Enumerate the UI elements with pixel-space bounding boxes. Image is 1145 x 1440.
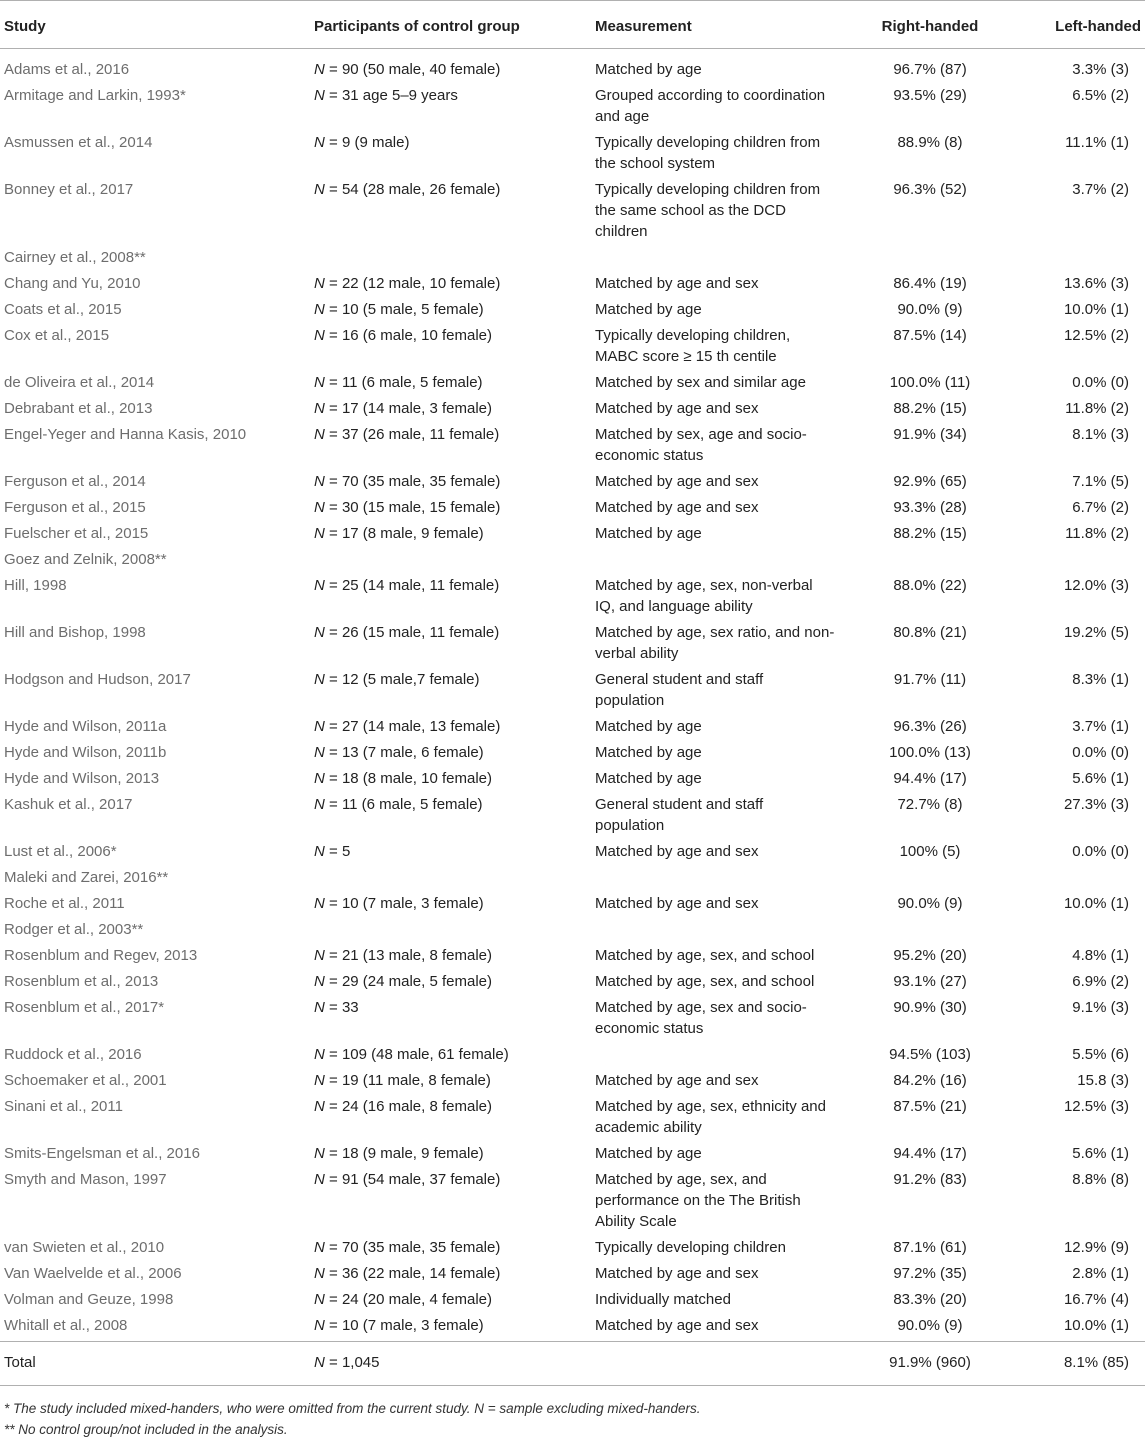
study-cell: Chang and Yu, 2010 xyxy=(4,275,141,292)
study-cell: Coats et al., 2015 xyxy=(4,301,122,318)
footnotes xyxy=(4,1398,700,1440)
participants-cell: N = 11 (6 male, 5 female) xyxy=(314,374,483,391)
right-handed-cell: 90.9% (30) xyxy=(893,999,967,1016)
left-handed-cell: 0.0% (0) xyxy=(1072,744,1129,761)
right-handed-cell xyxy=(835,247,1025,273)
measurement-cell: Matched by age and sex xyxy=(595,895,759,912)
left-handed-cell: 11.1% (1) xyxy=(1065,134,1129,151)
right-handed-cell: 91.2% (83) xyxy=(893,1171,967,1188)
study-cell: Ruddock et al., 2016 xyxy=(4,1046,142,1063)
right-handed-cell xyxy=(835,867,1025,893)
participants-cell: N = 22 (12 male, 10 female) xyxy=(314,275,501,292)
participants-cell: N = 36 (22 male, 14 female) xyxy=(314,1265,501,1282)
participants-cell: N = 54 (28 male, 26 female) xyxy=(314,181,501,198)
study-cell: Adams et al., 2016 xyxy=(4,61,130,78)
table-row xyxy=(0,669,1145,716)
left-handed-cell: 12.9% (9) xyxy=(1063,1239,1129,1256)
table-row xyxy=(0,49,1145,86)
measurement-cell: Matched by age and sex xyxy=(595,473,759,490)
participants-cell xyxy=(314,247,595,273)
participants-cell: N = 11 (6 male, 5 female) xyxy=(314,796,483,813)
right-handed-cell: 84.2% (16) xyxy=(893,1072,967,1089)
total-participants: N = 1,045 xyxy=(314,1342,595,1386)
right-handed-cell: 72.7% (8) xyxy=(897,796,963,813)
header-right-handed: Right-handed xyxy=(835,1,1025,49)
study-cell: Hyde and Wilson, 2011b xyxy=(4,744,167,761)
right-handed-cell xyxy=(835,919,1025,945)
header-participants: Participants of control group xyxy=(314,1,595,49)
right-handed-cell: 96.3% (52) xyxy=(893,181,967,198)
right-handed-cell: 97.2% (35) xyxy=(893,1265,967,1282)
right-handed-cell: 88.9% (8) xyxy=(897,134,963,151)
left-handed-cell: 12.0% (3) xyxy=(1063,577,1129,594)
table-row xyxy=(0,1070,1145,1096)
left-handed-cell: 3.3% (3) xyxy=(1072,61,1129,78)
right-handed-cell: 100.0% (11) xyxy=(889,374,971,391)
study-cell: Van Waelvelde et al., 2006 xyxy=(4,1265,182,1282)
right-handed-cell: 80.8% (21) xyxy=(893,624,967,641)
measurement-cell: Matched by age and sex xyxy=(595,843,759,860)
table-row xyxy=(0,1315,1145,1342)
header-left-handed: Left-handed xyxy=(1025,1,1145,49)
participants-cell: N = 18 (8 male, 10 female) xyxy=(314,770,493,787)
study-cell: Kashuk et al., 2017 xyxy=(4,796,133,813)
right-handed-cell: 87.5% (14) xyxy=(893,327,967,344)
measurement-cell xyxy=(595,1044,835,1070)
participants-cell: N = 21 (13 male, 8 female) xyxy=(314,947,493,964)
study-cell: Rosenblum et al., 2013 xyxy=(4,973,159,990)
measurement-cell: Matched by age, sex, and school xyxy=(595,947,815,964)
measurement-cell: General student and staff population xyxy=(595,671,764,709)
footnote-mixed-handers: * The study included mixed-handers, who were omitted from the current study. N = sample excluding mixed-handers. xyxy=(4,1401,701,1416)
left-handed-cell: 0.0% (0) xyxy=(1072,374,1129,391)
participants-cell: N = 30 (15 male, 15 female) xyxy=(314,499,501,516)
left-handed-cell: 5.6% (1) xyxy=(1072,1145,1129,1162)
right-handed-cell: 100% (5) xyxy=(899,843,961,860)
left-handed-cell: 5.5% (6) xyxy=(1072,1046,1129,1063)
left-handed-cell: 12.5% (2) xyxy=(1063,327,1129,344)
left-handed-cell: 12.5% (3) xyxy=(1063,1098,1129,1115)
participants-cell xyxy=(314,867,595,893)
left-handed-cell: 6.7% (2) xyxy=(1072,499,1129,516)
left-handed-cell: 7.1% (5) xyxy=(1072,473,1129,490)
table-row xyxy=(0,794,1145,841)
study-cell: Hyde and Wilson, 2011a xyxy=(4,718,167,735)
right-handed-cell: 92.9% (65) xyxy=(893,473,967,490)
total-label: Total xyxy=(0,1342,314,1386)
measurement-cell xyxy=(595,549,835,575)
study-cell: Lust et al., 2006* xyxy=(4,843,117,860)
left-handed-cell: 4.8% (1) xyxy=(1072,947,1129,964)
right-handed-cell: 95.2% (20) xyxy=(893,947,967,964)
participants-cell: N = 109 (48 male, 61 female) xyxy=(314,1046,509,1063)
participants-cell: N = 37 (26 male, 11 female) xyxy=(314,426,500,443)
measurement-cell: Typically developing children from the school system xyxy=(595,134,821,172)
measurement-cell: Grouped according to coordination and age xyxy=(595,87,826,125)
participants-cell: N = 90 (50 male, 40 female) xyxy=(314,61,501,78)
left-handed-cell xyxy=(1025,549,1145,575)
measurement-cell: Matched by age and sex xyxy=(595,275,759,292)
right-handed-cell: 100.0% (13) xyxy=(889,744,971,761)
table-row xyxy=(0,622,1145,669)
left-handed-cell: 9.1% (3) xyxy=(1072,999,1129,1016)
participants-cell: N = 18 (9 male, 9 female) xyxy=(314,1145,484,1162)
measurement-cell: Typically developing children from the same school as the DCD children xyxy=(595,181,821,240)
right-handed-cell: 90.0% (9) xyxy=(897,1317,963,1334)
table-row xyxy=(0,247,1145,273)
total-row xyxy=(0,1342,1145,1386)
left-handed-cell: 10.0% (1) xyxy=(1063,301,1129,318)
left-handed-cell: 8.8% (8) xyxy=(1072,1171,1129,1188)
participants-cell: N = 70 (35 male, 35 female) xyxy=(314,473,501,490)
study-cell: Smits-Engelsman et al., 2016 xyxy=(4,1145,200,1162)
left-handed-cell: 11.8% (2) xyxy=(1065,525,1129,542)
table-row xyxy=(0,85,1145,132)
right-handed-cell: 86.4% (19) xyxy=(893,275,967,292)
right-handed-cell: 88.2% (15) xyxy=(893,525,967,542)
right-handed-cell: 91.7% (11) xyxy=(893,671,967,688)
participants-cell: N = 91 (54 male, 37 female) xyxy=(314,1171,501,1188)
measurement-cell: Matched by age, sex, and school xyxy=(595,973,815,990)
table-row xyxy=(0,179,1145,247)
footnote-no-control-group: ** No control group/not included in the analysis. xyxy=(4,1422,288,1437)
participants-cell: N = 33 xyxy=(314,999,359,1016)
participants-cell xyxy=(314,549,595,575)
participants-cell: N = 5 xyxy=(314,843,351,860)
table-row xyxy=(0,497,1145,523)
participants-cell: N = 70 (35 male, 35 female) xyxy=(314,1239,501,1256)
study-cell: Hyde and Wilson, 2013 xyxy=(4,770,160,787)
measurement-cell: Typically developing children xyxy=(595,1239,786,1256)
right-handed-cell: 94.5% (103) xyxy=(889,1046,971,1063)
right-handed-cell: 93.1% (27) xyxy=(893,973,967,990)
right-handed-cell: 87.1% (61) xyxy=(893,1239,967,1256)
table-row xyxy=(0,716,1145,742)
table-row xyxy=(0,867,1145,893)
study-cell: Whitall et al., 2008 xyxy=(4,1317,128,1334)
right-handed-cell xyxy=(835,549,1025,575)
table-row xyxy=(0,945,1145,971)
header-study: Study xyxy=(0,1,314,49)
total-left-handed: 8.1% (85) xyxy=(1025,1342,1145,1386)
measurement-cell: Matched by age xyxy=(595,718,702,735)
measurement-cell xyxy=(595,867,835,893)
participants-cell: N = 10 (7 male, 3 female) xyxy=(314,1317,484,1334)
study-cell: Maleki and Zarei, 2016** xyxy=(4,869,169,886)
left-handed-cell: 13.6% (3) xyxy=(1063,275,1129,292)
left-handed-cell: 3.7% (2) xyxy=(1072,181,1129,198)
measurement-cell: Typically developing children, MABC score ≥ 15 th centile xyxy=(595,327,791,365)
participants-cell: N = 16 (6 male, 10 female) xyxy=(314,327,493,344)
right-handed-cell: 90.0% (9) xyxy=(897,895,963,912)
left-handed-cell: 5.6% (1) xyxy=(1072,770,1129,787)
measurement-cell: Matched by age and sex xyxy=(595,400,759,417)
table-row xyxy=(0,549,1145,575)
measurement-cell: Matched by age xyxy=(595,770,702,787)
measurement-cell: Matched by age xyxy=(595,744,702,761)
measurement-cell: Matched by age xyxy=(595,61,702,78)
left-handed-cell: 16.7% (4) xyxy=(1063,1291,1129,1308)
study-cell: Rodger et al., 2003** xyxy=(4,921,144,938)
participants-cell: N = 10 (5 male, 5 female) xyxy=(314,301,484,318)
measurement-cell: General student and staff population xyxy=(595,796,764,834)
table-row xyxy=(0,523,1145,549)
study-cell: Cox et al., 2015 xyxy=(4,327,110,344)
table-row xyxy=(0,919,1145,945)
measurement-cell: Individually matched xyxy=(595,1291,731,1308)
left-handed-cell: 2.8% (1) xyxy=(1072,1265,1129,1282)
measurement-cell: Matched by age and sex xyxy=(595,1072,759,1089)
right-handed-cell: 87.5% (21) xyxy=(893,1098,967,1115)
table-row xyxy=(0,299,1145,325)
table-row xyxy=(0,372,1145,398)
study-cell: van Swieten et al., 2010 xyxy=(4,1239,165,1256)
study-cell: Ferguson et al., 2015 xyxy=(4,499,146,516)
left-handed-cell: 0.0% (0) xyxy=(1072,843,1129,860)
measurement-cell: Matched by sex and similar age xyxy=(595,374,806,391)
right-handed-cell: 93.5% (29) xyxy=(893,87,967,104)
table-row xyxy=(0,575,1145,622)
participants-cell: N = 24 (20 male, 4 female) xyxy=(314,1291,493,1308)
table-row xyxy=(0,1044,1145,1070)
measurement-cell: Matched by age, sex, ethnicity and academic ability xyxy=(595,1098,826,1136)
study-cell: Armitage and Larkin, 1993* xyxy=(4,87,186,104)
table-row xyxy=(0,841,1145,867)
measurement-cell: Matched by age and sex xyxy=(595,1317,759,1334)
study-cell: Roche et al., 2011 xyxy=(4,895,125,912)
measurement-cell: Matched by sex, age and socio-economic status xyxy=(595,426,807,464)
total-measurement xyxy=(595,1342,835,1386)
study-cell: Fuelscher et al., 2015 xyxy=(4,525,149,542)
table-row xyxy=(0,768,1145,794)
participants-cell: N = 25 (14 male, 11 female) xyxy=(314,577,500,594)
participants-cell: N = 13 (7 male, 6 female) xyxy=(314,744,484,761)
measurement-cell: Matched by age xyxy=(595,525,702,542)
header-measurement: Measurement xyxy=(595,1,835,49)
participants-cell: N = 10 (7 male, 3 female) xyxy=(314,895,484,912)
study-cell: Rosenblum et al., 2017* xyxy=(4,999,165,1016)
table-body xyxy=(0,49,1145,1342)
study-cell: Volman and Geuze, 1998 xyxy=(4,1291,174,1308)
left-handed-cell: 15.8 (3) xyxy=(1077,1072,1129,1089)
participants-cell: N = 26 (15 male, 11 female) xyxy=(314,624,500,641)
right-handed-cell: 94.4% (17) xyxy=(893,770,967,787)
measurement-cell: Matched by age and sex xyxy=(595,1265,759,1282)
study-cell: Engel-Yeger and Hanna Kasis, 2010 xyxy=(4,426,247,443)
study-cell: Ferguson et al., 2014 xyxy=(4,473,146,490)
total-right-handed: 91.9% (960) xyxy=(835,1342,1025,1386)
right-handed-cell: 93.3% (28) xyxy=(893,499,967,516)
table-row xyxy=(0,1263,1145,1289)
left-handed-cell: 11.8% (2) xyxy=(1065,400,1129,417)
study-cell: Cairney et al., 2008** xyxy=(4,249,146,266)
study-cell: Sinani et al., 2011 xyxy=(4,1098,123,1115)
study-cell: Bonney et al., 2017 xyxy=(4,181,134,198)
left-handed-cell: 19.2% (5) xyxy=(1063,624,1129,641)
study-cell: de Oliveira et al., 2014 xyxy=(4,374,155,391)
measurement-cell: Matched by age xyxy=(595,301,702,318)
right-handed-cell: 94.4% (17) xyxy=(893,1145,967,1162)
table-row xyxy=(0,398,1145,424)
measurement-cell: Matched by age, sex, and performance on the The British Ability Scale xyxy=(595,1171,801,1230)
participants-cell: N = 9 (9 male) xyxy=(314,134,410,151)
table-row xyxy=(0,132,1145,179)
table-row xyxy=(0,893,1145,919)
participants-cell: N = 24 (16 male, 8 female) xyxy=(314,1098,493,1115)
table-row xyxy=(0,1289,1145,1315)
participants-cell: N = 29 (24 male, 5 female) xyxy=(314,973,493,990)
table-row xyxy=(0,997,1145,1044)
study-cell: Rosenblum and Regev, 2013 xyxy=(4,947,198,964)
table-row xyxy=(0,742,1145,768)
right-handed-cell: 90.0% (9) xyxy=(897,301,963,318)
study-cell: Debrabant et al., 2013 xyxy=(4,400,153,417)
study-cell: Hodgson and Hudson, 2017 xyxy=(4,671,191,688)
measurement-cell: Matched by age, sex and socio-economic status xyxy=(595,999,807,1037)
table-row xyxy=(0,273,1145,299)
participants-cell: N = 12 (5 male,7 female) xyxy=(314,671,480,688)
measurement-cell: Matched by age, sex, non-verbal IQ, and language ability xyxy=(595,577,813,615)
left-handed-cell: 8.1% (3) xyxy=(1072,426,1129,443)
left-handed-cell: 6.5% (2) xyxy=(1072,87,1129,104)
table-row xyxy=(0,325,1145,372)
right-handed-cell: 88.2% (15) xyxy=(893,400,967,417)
measurement-cell: Matched by age xyxy=(595,1145,702,1162)
left-handed-cell: 10.0% (1) xyxy=(1063,895,1129,912)
left-handed-cell: 10.0% (1) xyxy=(1063,1317,1129,1334)
table-row xyxy=(0,471,1145,497)
left-handed-cell: 3.7% (1) xyxy=(1072,718,1129,735)
left-handed-cell: 27.3% (3) xyxy=(1063,796,1129,813)
measurement-cell xyxy=(595,247,835,273)
left-handed-cell xyxy=(1025,919,1145,945)
left-handed-cell xyxy=(1025,867,1145,893)
study-cell: Hill, 1998 xyxy=(4,577,67,594)
participants-cell: N = 19 (11 male, 8 female) xyxy=(314,1072,491,1089)
measurement-cell: Matched by age, sex ratio, and non-verbal ability xyxy=(595,624,835,662)
participants-cell: N = 27 (14 male, 13 female) xyxy=(314,718,501,735)
right-handed-cell: 88.0% (22) xyxy=(893,577,967,594)
right-handed-cell: 96.7% (87) xyxy=(893,61,967,78)
study-cell: Asmussen et al., 2014 xyxy=(4,134,153,151)
right-handed-cell: 91.9% (34) xyxy=(893,426,967,443)
table-row xyxy=(0,1169,1145,1237)
table-row xyxy=(0,1096,1145,1143)
left-handed-cell xyxy=(1025,247,1145,273)
table-row xyxy=(0,971,1145,997)
study-cell: Goez and Zelnik, 2008** xyxy=(4,551,167,568)
participants-cell xyxy=(314,919,595,945)
participants-cell: N = 31 age 5–9 years xyxy=(314,87,458,104)
right-handed-cell: 96.3% (26) xyxy=(893,718,967,735)
study-cell: Smyth and Mason, 1997 xyxy=(4,1171,167,1188)
participants-cell: N = 17 (14 male, 3 female) xyxy=(314,400,493,417)
left-handed-cell: 6.9% (2) xyxy=(1072,973,1129,990)
measurement-cell: Matched by age and sex xyxy=(595,499,759,516)
participants-cell: N = 17 (8 male, 9 female) xyxy=(314,525,484,542)
table-row xyxy=(0,424,1145,471)
header-row xyxy=(0,1,1145,49)
study-cell: Schoemaker et al., 2001 xyxy=(4,1072,167,1089)
table-row xyxy=(0,1237,1145,1263)
study-cell: Hill and Bishop, 1998 xyxy=(4,624,146,641)
measurement-cell xyxy=(595,919,835,945)
table-row xyxy=(0,1143,1145,1169)
left-handed-cell: 8.3% (1) xyxy=(1072,671,1129,688)
right-handed-cell: 83.3% (20) xyxy=(893,1291,967,1308)
